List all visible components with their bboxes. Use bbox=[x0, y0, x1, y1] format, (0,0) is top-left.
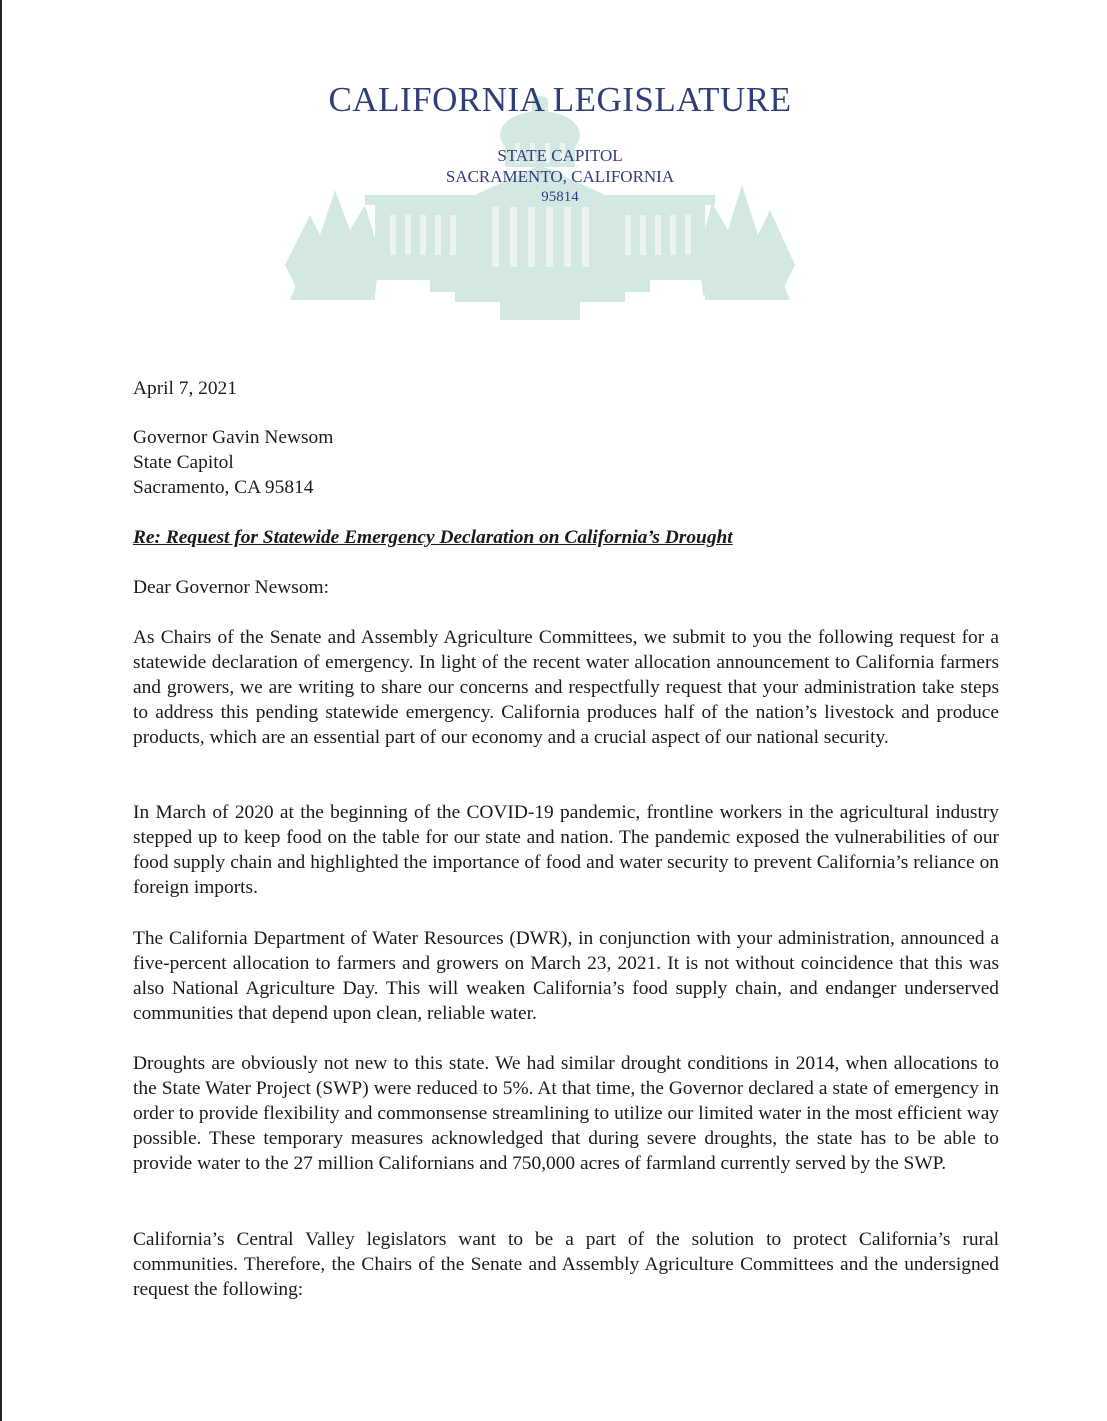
letter-paragraph: As Chairs of the Senate and Assembly Agriculture Committees, we submit to you the following request for a statewide declaration of emergency. In light of the recent water allocation announcement to California farmers and growers, we are writing to share our concerns and respectfully request that your administration take steps to address this pending statewide emergency. California produces half of the nation’s livestock and produce products, which are an essential part of our economy and a crucial aspect of our national security. bbox=[133, 627, 999, 748]
letterhead-title: CALIFORNIA LEGISLATURE bbox=[328, 80, 792, 119]
letter-date: April 7, 2021 bbox=[133, 378, 237, 399]
letter-paragraph: In March of 2020 at the beginning of the COVID-19 pandemic, frontline workers in the agricultural industry stepped up to keep food on the table for our state and nation. The pandemic exposed the vulnerabilities of our food supply chain and highlighted the importance of food and water security to prevent California’s reliance on foreign imports. bbox=[133, 802, 999, 898]
letterhead-zip: 95814 bbox=[541, 189, 579, 205]
letter-subject: Re: Request for Statewide Emergency Declaration on California’s Drought bbox=[133, 527, 733, 548]
recipient-address-line-1: State Capitol bbox=[133, 452, 234, 473]
recipient-address-line-2: Sacramento, CA 95814 bbox=[133, 477, 314, 498]
letter-paragraph: Droughts are obviously not new to this state. We had similar drought conditions in 2014, when allocations to the State Water Project (SWP) were reduced to 5%. At that time, the Governor declared a state of emergency in order to provide flexibility and commonsense streamlining to utilize our limited water in the most efficient way possible. These temporary measures acknowledged that during severe droughts, the state has to be able to provide water to the 27 million Californians and 750,000 acres of farmland currently served by the SWP. bbox=[133, 1053, 999, 1174]
capitol-building-watermark-icon bbox=[280, 95, 800, 325]
letter-paragraph: California’s Central Valley legislators want to be a part of the solution to protect California’s rural communities. Therefore, the Chairs of the Senate and Assembly Agriculture Committees and the undersigned request the following: bbox=[133, 1229, 999, 1300]
letterhead bbox=[0, 0, 1107, 330]
recipient-address bbox=[133, 425, 999, 500]
recipient-name: Governor Gavin Newsom bbox=[133, 427, 334, 448]
letter-salutation: Dear Governor Newsom: bbox=[133, 577, 329, 598]
letterhead-address-line-2: SACRAMENTO, CALIFORNIA bbox=[445, 167, 675, 186]
letterhead-address-line-1: STATE CAPITOL bbox=[497, 146, 623, 165]
letter-paragraph: The California Department of Water Resources (DWR), in conjunction with your administration, announced a five-percent allocation to farmers and growers on March 23, 2021. It is not without coincidence that this was also National Agriculture Day. This will weaken California’s food supply chain, and endanger underserved communities that depend upon clean, reliable water. bbox=[133, 928, 999, 1024]
